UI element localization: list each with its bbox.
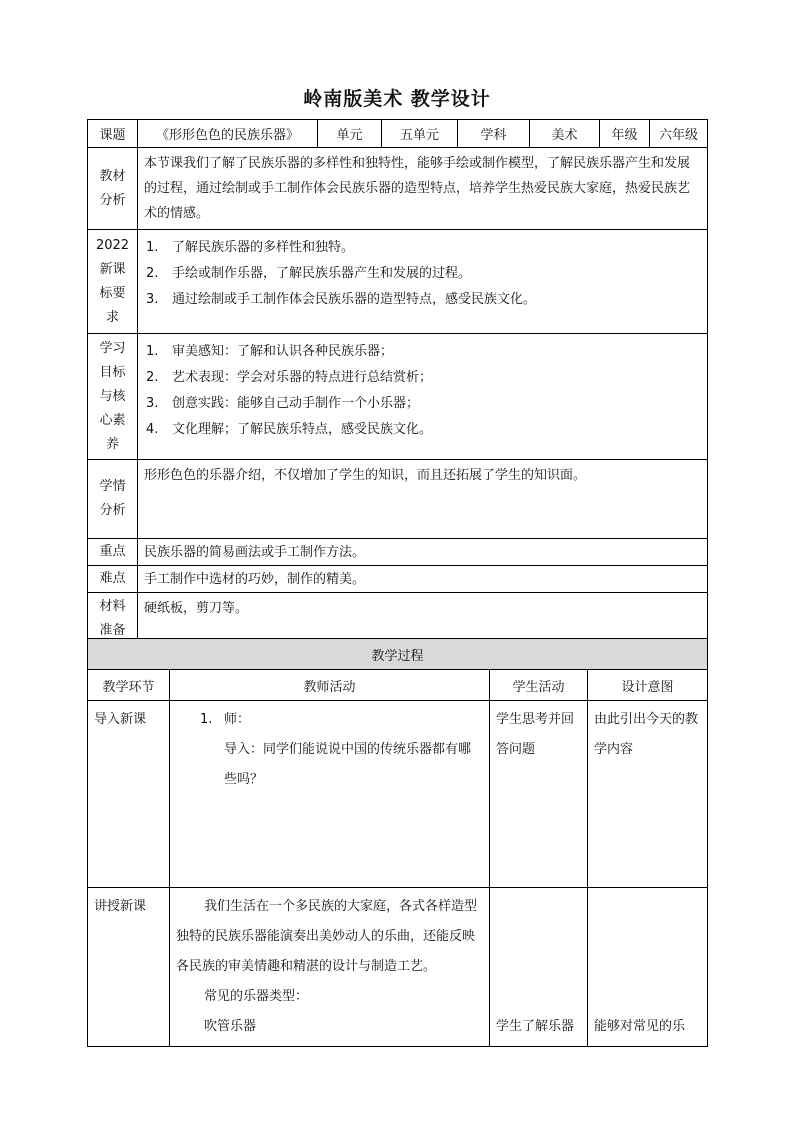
header-intent: 设计意图 <box>588 670 708 701</box>
goals-cell <box>138 334 708 460</box>
subject-label: 学科 <box>458 120 530 148</box>
key-point-label: 重点 <box>88 539 138 566</box>
topic-label: 课题 <box>88 120 138 148</box>
goals-list <box>138 334 707 443</box>
process-section-title: 教学过程 <box>88 639 708 670</box>
unit-label: 单元 <box>318 120 382 148</box>
learner-row <box>88 460 708 539</box>
student-cell: 学生思考并回答问题 <box>490 701 588 888</box>
grade-value: 六年级 <box>650 120 708 148</box>
stage-cell: 导入新课 <box>88 701 170 888</box>
materials-row <box>88 593 708 645</box>
teacher-cell: 1. 师： 导入：同学们能说说中国的传统乐器都有哪些吗？ <box>170 701 490 888</box>
standards-cell <box>138 230 708 334</box>
material-analysis-label: 教材分析 <box>88 148 138 230</box>
intent-cell: 能够对常见的乐 <box>588 888 708 1047</box>
student-cell: 学生了解乐器 <box>490 888 588 1047</box>
learner-label: 学情分析 <box>88 460 138 539</box>
header-stage: 教学环节 <box>88 670 170 701</box>
difficulty-row <box>88 566 708 593</box>
learner-text: 形形色色的乐器介绍，不仅增加了学生的知识，而且还拓展了学生的知识面。 <box>138 460 708 539</box>
info-row <box>88 120 708 148</box>
list-item: 3. 创意实践：能够自己动手制作一个小乐器； <box>146 396 420 411</box>
process-header-row <box>88 670 708 701</box>
materials-text: 硬纸板，剪刀等。 <box>138 593 708 645</box>
intent-cell: 由此引出今天的教学内容 <box>588 701 708 888</box>
goals-row <box>88 334 708 460</box>
standards-row <box>88 230 708 334</box>
materials-label: 材料准备 <box>88 593 138 645</box>
goals-label: 学习目标与核心素养 <box>88 334 138 460</box>
header-teacher: 教师活动 <box>170 670 490 701</box>
topic-value: 《形形色色的民族乐器》 <box>138 120 318 148</box>
key-point-text: 民族乐器的简易画法或手工制作方法。 <box>138 539 708 566</box>
process-section-row <box>88 639 708 670</box>
grade-label: 年级 <box>600 120 650 148</box>
difficulty-label: 难点 <box>88 566 138 593</box>
unit-value: 五单元 <box>382 120 458 148</box>
list-item: 2. 艺术表现：学会对乐器的特点进行总结赏析； <box>146 370 433 385</box>
standards-list <box>138 230 707 313</box>
subject-value: 美术 <box>530 120 600 148</box>
teacher-cell: 我们生活在一个多民族的大家庭，各式各样造型独特的民族乐器能演奏出美妙动人的乐曲，还能反映各民族的审美情趣和精湛的设计与制造工艺。 常见的乐器类型： 吹管乐器 <box>170 888 490 1047</box>
table-row <box>88 701 708 888</box>
page-title: 岭南版美术 教学设计 <box>303 88 491 110</box>
standards-label: 2022新课标要求 <box>88 230 138 334</box>
key-point-row <box>88 539 708 566</box>
material-analysis-text: 本节课我们了解了民族乐器的多样性和独特性，能够手绘或制作模型，了解民族乐器产生和发展的过程，通过绘制或手工制作体会民族乐器的造型特点，培养学生热爱民族大家庭，热爱民族艺术的情感。 <box>138 148 708 230</box>
table-row <box>88 888 708 1047</box>
list-item: 1. 审美感知：了解和认识各种民族乐器； <box>146 344 394 359</box>
list-item: 2. 手绘或制作乐器，了解民族乐器产生和发展的过程。 <box>146 266 472 281</box>
header-student: 学生活动 <box>490 670 588 701</box>
material-analysis-row <box>88 148 708 230</box>
list-item: 1. 了解民族乐器的多样性和独特。 <box>146 240 355 255</box>
info-table <box>87 119 708 645</box>
process-table <box>87 638 708 1047</box>
list-item: 3. 通过绘制或手工制作体会民族乐器的造型特点，感受民族文化。 <box>146 292 537 307</box>
stage-cell: 讲授新课 <box>88 888 170 1047</box>
list-item: 4. 文化理解；了解民族乐特点，感受民族文化。 <box>146 422 433 437</box>
difficulty-text: 手工制作中选材的巧妙，制作的精美。 <box>138 566 708 593</box>
